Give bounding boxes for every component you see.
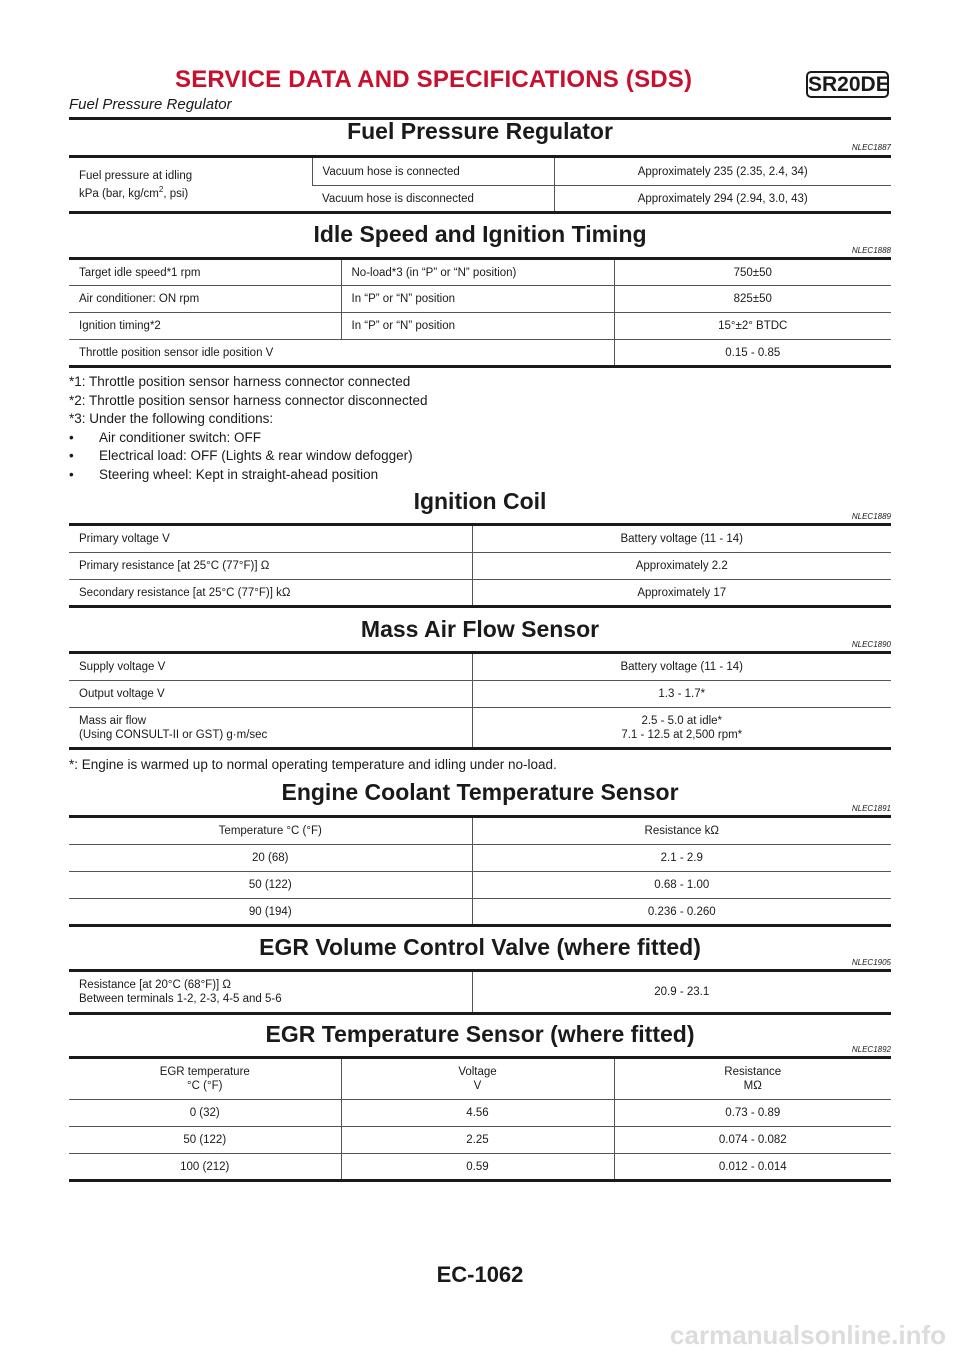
table-row [69, 708, 891, 749]
table-cell: 15°±2° BTDC [614, 313, 891, 340]
table-cell [69, 157, 312, 213]
mass-air-flow-idle: 2.5 - 5.0 at idle* [641, 714, 723, 727]
fuel-pressure-section-code: NLEC1887 [851, 143, 891, 152]
page-number: EC-1062 [436, 1262, 524, 1287]
table-cell: Secondary resistance [at 25°C (77°F)] kΩ [69, 580, 472, 607]
table-cell: 100 (212) [69, 1154, 341, 1181]
header-label: EGR temperature [159, 1066, 250, 1078]
table-cell: No-load*3 (in “P” or “N” position) [341, 259, 614, 286]
table-cell: 90 (194) [69, 899, 472, 926]
table-cell: 20 (68) [69, 845, 472, 872]
table-cell: 0.73 - 0.89 [614, 1100, 891, 1127]
table-cell: Air conditioner: ON rpm [69, 286, 341, 313]
header-unit: V [473, 1080, 482, 1092]
table-cell: 2.1 - 2.9 [472, 845, 891, 872]
table-cell: Vacuum hose is connected [312, 157, 554, 186]
ignition-coil-section-code: NLEC1889 [851, 512, 891, 521]
table-header-cell [69, 1058, 341, 1100]
idle-speed-table [69, 257, 891, 368]
table-cell: Approximately 2.2 [472, 553, 891, 580]
egr-temp-section-code: NLEC1892 [851, 1045, 891, 1054]
table-header-row [69, 1058, 891, 1100]
table-cell: In “P” or “N” position [341, 313, 614, 340]
table-cell: In “P” or “N” position [341, 286, 614, 313]
table-cell: Supply voltage V [69, 653, 472, 681]
table-row [69, 872, 891, 899]
header-label: Resistance [724, 1066, 782, 1078]
table-row [69, 286, 891, 313]
egr-temp-table [69, 1056, 891, 1182]
table-cell: 20.9 - 23.1 [472, 971, 891, 1014]
table-row [69, 525, 891, 553]
table-row [69, 553, 891, 580]
table-cell: Approximately 17 [472, 580, 891, 607]
footnote: *1: Throttle position sensor harness connector connected [69, 374, 411, 389]
watermark: carmanualsonline.info [670, 1320, 946, 1350]
footnote: *3: Under the following conditions: [69, 411, 274, 426]
table-cell [69, 708, 472, 749]
table-cell: Target idle speed*1 rpm [69, 259, 341, 286]
egr-valve-section-code: NLEC1905 [851, 958, 891, 967]
table-cell: 0.68 - 1.00 [472, 872, 891, 899]
maf-table [69, 651, 891, 750]
table-cell: 2.25 [341, 1127, 614, 1154]
table-cell: 750±50 [614, 259, 891, 286]
table-cell: 50 (122) [69, 872, 472, 899]
table-row [69, 157, 891, 186]
fuel-pressure-unit-tail: , psi) [163, 187, 189, 200]
idle-speed-section-code: NLEC1888 [851, 246, 891, 255]
egr-temp-section-title: EGR Temperature Sensor (where fitted) [265, 1021, 695, 1047]
table-header-cell: Temperature °C (°F) [69, 817, 472, 845]
ignition-coil-table [69, 523, 891, 608]
table-row [69, 1127, 891, 1154]
mass-air-flow-label: Mass air flow [79, 714, 147, 727]
unit-superscript: 2 [158, 184, 164, 194]
table-cell: 0 (32) [69, 1100, 341, 1127]
header-unit: MΩ [743, 1080, 762, 1092]
table-row [69, 1100, 891, 1127]
ect-section-title: Engine Coolant Temperature Sensor [281, 779, 679, 805]
table-cell: 0.59 [341, 1154, 614, 1181]
fuel-pressure-section-title: Fuel Pressure Regulator [347, 118, 613, 144]
table-header-cell [341, 1058, 614, 1100]
engine-code-badge: SR20DE [808, 73, 890, 96]
table-header-cell [614, 1058, 891, 1100]
table-row [69, 340, 891, 367]
table-cell: Throttle position sensor idle position V [69, 340, 614, 367]
maf-footnote: *: Engine is warmed up to normal operating temperature and idling under no-load. [69, 757, 557, 772]
fuel-pressure-label: Fuel pressure at idling [79, 169, 193, 182]
table-cell: Approximately 235 (2.35, 2.4, 34) [554, 157, 891, 186]
table-header-cell: Resistance kΩ [472, 817, 891, 845]
table-row [69, 845, 891, 872]
mass-air-flow-unit: (Using CONSULT-II or GST) g·m/sec [79, 728, 268, 741]
table-cell: Primary resistance [at 25°C (77°F)] Ω [69, 553, 472, 580]
fuel-pressure-table [69, 155, 891, 214]
ect-table [69, 815, 891, 927]
egr-valve-resistance-label: Resistance [at 20°C (68°F)] Ω [79, 979, 232, 991]
table-row [69, 971, 891, 1014]
egr-valve-table [69, 969, 891, 1015]
maf-section-title: Mass Air Flow Sensor [360, 616, 600, 642]
egr-valve-terminals-label: Between terminals 1-2, 2-3, 4-5 and 5-6 [79, 993, 282, 1005]
table-header-row [69, 817, 891, 845]
table-cell: Approximately 294 (2.94, 3.0, 43) [554, 186, 891, 213]
footnote: *2: Throttle position sensor harness connector disconnected [69, 392, 428, 408]
egr-valve-section-title: EGR Volume Control Valve (where fitted) [259, 934, 701, 960]
table-cell: 1.3 - 1.7* [472, 681, 891, 708]
table-cell: Primary voltage V [69, 525, 472, 553]
page-header-subtitle: Fuel Pressure Regulator [69, 96, 232, 113]
condition-bullet: • Steering wheel: Kept in straight-ahead position [69, 466, 427, 485]
table-row [69, 313, 891, 340]
mass-air-flow-2500: 7.1 - 12.5 at 2,500 rpm* [621, 728, 743, 741]
table-row [69, 681, 891, 708]
ignition-coil-section-title: Ignition Coil [413, 488, 547, 514]
table-cell: 0.15 - 0.85 [614, 340, 891, 367]
table-cell: Battery voltage (11 - 14) [472, 653, 891, 681]
table-cell: Vacuum hose is disconnected [312, 186, 554, 213]
maf-section-code: NLEC1890 [851, 640, 891, 649]
table-cell: 0.236 - 0.260 [472, 899, 891, 926]
table-row [69, 580, 891, 607]
idle-speed-section-title: Idle Speed and Ignition Timing [313, 221, 647, 247]
table-row [69, 899, 891, 926]
table-row [69, 653, 891, 681]
table-cell: 0.074 - 0.082 [614, 1127, 891, 1154]
table-cell: Ignition timing*2 [69, 313, 341, 340]
table-row [69, 1154, 891, 1181]
ect-section-code: NLEC1891 [851, 804, 891, 813]
header-unit: °C (°F) [187, 1080, 223, 1092]
table-cell: 4.56 [341, 1100, 614, 1127]
table-cell: Battery voltage (11 - 14) [472, 525, 891, 553]
table-cell: 825±50 [614, 286, 891, 313]
condition-bullet: • Electrical load: OFF (Lights & rear window defogger) [69, 447, 427, 466]
condition-bullet: • Air conditioner switch: OFF [69, 429, 427, 448]
table-cell [69, 971, 472, 1014]
header-label: Voltage [458, 1066, 497, 1078]
table-row [69, 259, 891, 286]
fuel-pressure-unit: kPa (bar, kg/cm [79, 187, 159, 200]
page-header-title: SERVICE DATA AND SPECIFICATIONS (SDS) [175, 66, 693, 93]
idle-speed-notes [69, 373, 427, 484]
table-cell [472, 708, 891, 749]
table-cell: 0.012 - 0.014 [614, 1154, 891, 1181]
table-cell: Output voltage V [69, 681, 472, 708]
table-cell: 50 (122) [69, 1127, 341, 1154]
